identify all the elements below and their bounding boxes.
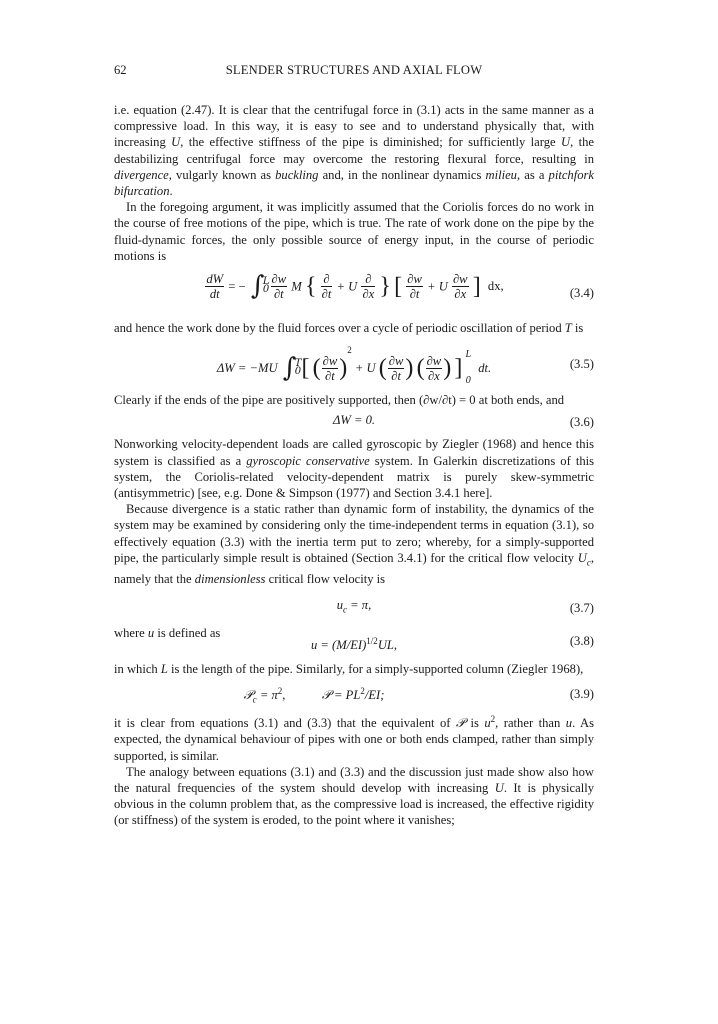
paragraph-1: i.e. equation (2.47). It is clear that the centrifugal force in (3.1) acts in the same manner as a compressive load. In this way, it is easy to see and to understand physically that, with increasing U, the effective stiffness of the pipe is diminished; for sufficiently large U, the destabilizing centrifugal force may overcome the restoring flexural force, resulting in divergence, vulgarly known as buckling and, in the nonlinear dynamics milieu, as a pitchfork bifurcation. [114,103,594,199]
equation-3-8-line [114,625,594,652]
equation-number: (3.7) [569,600,594,615]
paragraph-4: Clearly if the ends of the pipe are positively supported, then (∂w/∂t) = 0 at both ends, and [114,393,565,408]
equation-3-4: $\frac{dW}{dt}$ = − ∫ L 0 $\frac{\partial w}{\partial t}$ M { $\frac{\partial}{\partial t}$ + U $\frac{\partial}{\partial x}$ } [ $\frac{\partial w}{\partial t}$ + U $\frac{\partial w}{\partial x}$ ] dx, (3.4) [206,271,594,302]
integral-sign: ∫ T 0 [282,353,302,384]
where-text: where u is defined as [114,625,221,640]
paragraph-5: Nonworking velocity-dependent loads are called gyroscopic by Ziegler (1968) and hence this system is classified as a gyroscopic conservative system. In Galerkin discretizations of this system, the Coriolis-related velocity-dependent matrix is purely skew-symmetric (antisymmetric) [see, e.g. Done & Simpson (1977) and Section 3.4.1 here]. [114,437,595,501]
paragraph-8: it is clear from equations (3.1) and (3.3) that the equivalent of 𝒫 is $u^2$, rather than u. As expected, the dynamical behaviour of pipes with one or both ends clamped, rather than simply supported, is similar. [114,713,594,763]
paragraph-7: in which L is the length of the pipe. Similarly, for a simply-supported column (Ziegler 1968), [114,661,584,676]
equation-number: (3.9) [569,686,594,701]
equation-3-5: ΔW = −MU ∫ T 0 [ ( $\frac{\partial w}{\partial t}$ )$^2$ + U ( $\frac{\partial w}{\partial t}$ ) ( $\frac{\partial w}{\partial x}$ ) ] L 0 dt. (3.5) [216,345,594,387]
equation-number: (3.4) [569,285,594,300]
paragraph-6: Because divergence is a static rather than dynamic form of instability, the dynamics of the system may be examined by considering only the time-independent terms in equation (3.1), so effectively equation (3.3) with the inertia term put to zero; whereby, for a simply-supported pipe, the particularly simple result is obtained (Section 3.4.1) for the critical flow velocity $U_c$, namely that the dimensionless critical flow velocity is [114,502,594,586]
page-number: 62 [114,63,127,77]
running-title: SLENDER STRUCTURES AND AXIAL FLOW [225,63,483,77]
equation-3-8: $u = (M/EI)^{1/2}UL$, [310,635,398,652]
paragraph-9: The analogy between equations (3.1) and (3.3) and the discussion just made show also how the natural frequencies of the system should develop with increasing U. It is physically obvious in the column problem that, as the compressive load is increased, the effective rigidity (or stiffness) of the system is eroded, to the point where it vanishes; [114,764,594,828]
equation-3-7: $u_c = \pi$, (3.7) [336,597,594,615]
equation-3-6: ΔW = 0. (3.6) [332,413,594,430]
equation-3-9: 𝒫$_c$ = $\pi^2$, 𝒫 = $PL^2/EI$; (3.9) [243,685,594,705]
equation-number: (3.5) [569,357,594,372]
integral-sign: ∫ L 0 [250,271,270,302]
equation-number: (3.8) [569,633,594,648]
paragraph-3: and hence the work done by the fluid forces over a cycle of periodic oscillation of period T is [114,321,584,336]
paragraph-2: In the foregoing argument, it was implicitly assumed that the Coriolis forces do no work in the course of free motions of the pipe, which is true. The rate of work done on the pipe by the fluid-dynamic forces, the only possible source of energy input, in the course of periodic motions is [114,200,594,263]
running-header [114,62,594,82]
page [114,62,594,829]
eq34-lhs: $\frac{dW}{dt}$ [206,272,224,302]
equation-number: (3.6) [569,415,594,430]
